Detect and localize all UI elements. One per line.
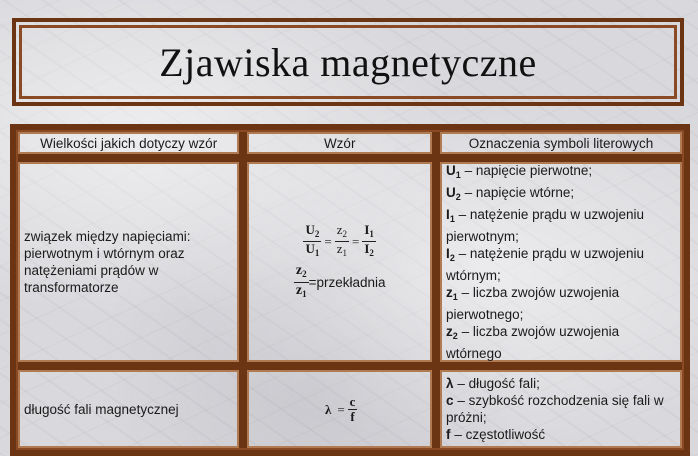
legend-subscript: 2 bbox=[449, 253, 455, 263]
legend-text: – szybkość rozchodzenia się fali w próżni; bbox=[446, 393, 664, 425]
header-symbols: Oznaczenia symboli literowych bbox=[436, 128, 686, 158]
equals-sign: = bbox=[352, 233, 360, 249]
title-inner bbox=[19, 25, 677, 99]
row2-formula-cell bbox=[243, 366, 436, 452]
legend-subscript: 2 bbox=[452, 331, 458, 341]
legend-item bbox=[446, 245, 676, 284]
legend-subscript: 2 bbox=[455, 192, 461, 202]
legend-subscript: 1 bbox=[452, 292, 458, 302]
formula-table bbox=[10, 124, 690, 456]
ratio-label: =przekładnia bbox=[308, 274, 386, 290]
legend-item bbox=[446, 426, 676, 443]
legend-symbol: c bbox=[446, 393, 454, 408]
row2-description: długość fali magnetycznej bbox=[14, 366, 243, 452]
legend-symbol: I bbox=[446, 207, 450, 222]
fraction-z2-z1: $\frac{z_2}{z_1}$ bbox=[336, 221, 347, 258]
table-header-row bbox=[14, 128, 686, 158]
legend-item bbox=[446, 323, 676, 362]
legend-text: – natężenie prądu w uzwojeniu wtórnym; bbox=[446, 246, 644, 283]
header-formula: Wzór bbox=[243, 128, 436, 158]
row1-description: związek między napięciami: pierwotnym i wtórnym oraz natężeniami prądów w transformatorze bbox=[14, 158, 243, 366]
legend-text: – napięcie wtórne; bbox=[464, 185, 575, 200]
legend-text: – długość fali; bbox=[457, 376, 540, 391]
fraction-i1-i2: $\frac{I_1}{I_2}$ bbox=[364, 221, 374, 258]
header-quantities: Wielkości jakich dotyczy wzór bbox=[14, 128, 243, 158]
row1-legend bbox=[436, 158, 686, 366]
table-row bbox=[14, 366, 686, 452]
legend-text: – liczba zwojów uzwojenia wtórnego bbox=[446, 324, 620, 361]
transformer-equation bbox=[253, 223, 426, 260]
equals-sign: = bbox=[324, 233, 332, 249]
legend-symbol: f bbox=[446, 427, 451, 442]
legend-text: – częstotliwość bbox=[454, 427, 546, 442]
legend-text: – napięcie pierwotne; bbox=[464, 163, 593, 178]
legend-item bbox=[446, 184, 676, 206]
legend-item bbox=[446, 162, 676, 184]
legend-subscript: 1 bbox=[455, 170, 461, 180]
legend-item bbox=[446, 284, 676, 323]
legend-text: – natężenie prądu w uzwojeniu pierwotnym; bbox=[446, 207, 644, 244]
legend-symbol: λ bbox=[446, 376, 454, 391]
legend-item bbox=[446, 375, 676, 392]
equals-sign: = bbox=[337, 401, 345, 417]
row1-formula-cell bbox=[243, 158, 436, 366]
legend-symbol: z bbox=[446, 324, 453, 339]
title-frame bbox=[12, 18, 684, 106]
lambda-symbol: λ bbox=[324, 401, 332, 417]
legend-text: – liczba zwojów uzwojenia pierwotnego; bbox=[446, 285, 620, 322]
ratio-equation bbox=[253, 263, 426, 302]
table-row bbox=[14, 158, 686, 366]
page-title: Zjawiska magnetyczne bbox=[159, 39, 537, 85]
fraction-u2-u1: $\frac{U_2}{U_1}$ bbox=[305, 221, 320, 258]
legend-symbol: I bbox=[446, 246, 450, 261]
fraction-z2-z1-ratio: $\frac{z_2}{z_1}$ bbox=[295, 262, 307, 299]
legend-symbol: U bbox=[446, 185, 456, 200]
legend-symbol: U bbox=[446, 163, 456, 178]
legend-symbol: z bbox=[446, 285, 453, 300]
legend-item bbox=[446, 206, 676, 245]
legend-item bbox=[446, 392, 676, 426]
fraction-c-f: $\frac{c}{f}$ bbox=[349, 393, 356, 424]
legend-subscript: 1 bbox=[449, 214, 455, 224]
row2-legend bbox=[436, 366, 686, 452]
wavelength-equation bbox=[253, 395, 426, 424]
